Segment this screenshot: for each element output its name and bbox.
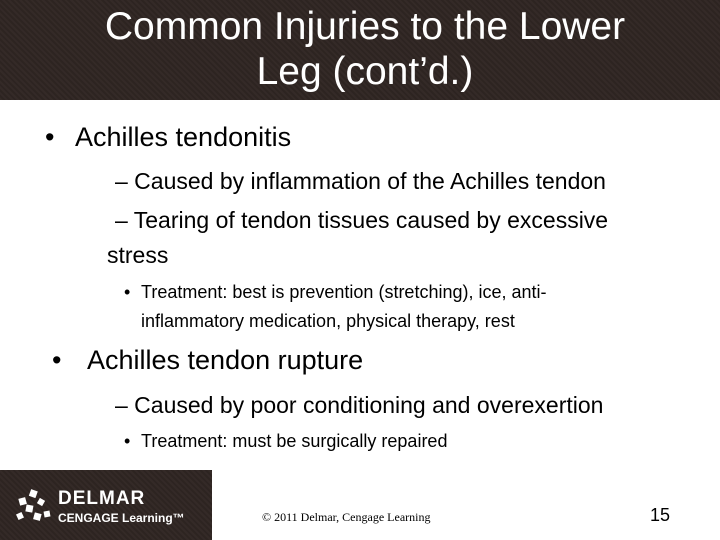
subsub-bullet-dot: •	[124, 282, 131, 302]
brand-delmar: DELMAR	[58, 488, 146, 509]
copyright-notice: © 2011 Delmar, Cengage Learning	[262, 510, 431, 524]
slide-number: 15	[650, 505, 671, 525]
sub-bullet-cause: – Caused by inflammation of the Achilles tendon	[115, 168, 606, 194]
subsub-bullet-rupture-treatment: Treatment: must be surgically repaired	[141, 431, 448, 451]
brand-cengage: CENGAGE Learning™	[58, 511, 185, 525]
sub-bullet-tearing-cont: stress	[107, 242, 169, 268]
delmar-logo-icon	[16, 489, 52, 525]
footer-panel	[212, 470, 720, 540]
subsub-bullet-dot: •	[124, 431, 131, 451]
title-line-1: Common Injuries to the Lower	[104, 5, 626, 48]
subsub-bullet-treatment-cont: inflammatory medication, physical therapy, rest	[141, 311, 515, 331]
subsub-bullet-treatment: Treatment: best is prevention (stretching), ice, anti-	[141, 282, 547, 302]
title-line-2: Leg (cont’d.)	[256, 50, 474, 93]
bullet-dot: •	[52, 345, 62, 375]
sub-bullet-tearing: – Tearing of tendon tissues caused by excessive	[115, 207, 609, 233]
bullet-achilles-rupture: Achilles tendon rupture	[87, 345, 364, 375]
bullet-dot: •	[45, 122, 55, 152]
sub-bullet-rupture-cause: – Caused by poor conditioning and overexertion	[115, 392, 604, 418]
bullet-achilles-tendonitis: Achilles tendonitis	[75, 122, 292, 152]
